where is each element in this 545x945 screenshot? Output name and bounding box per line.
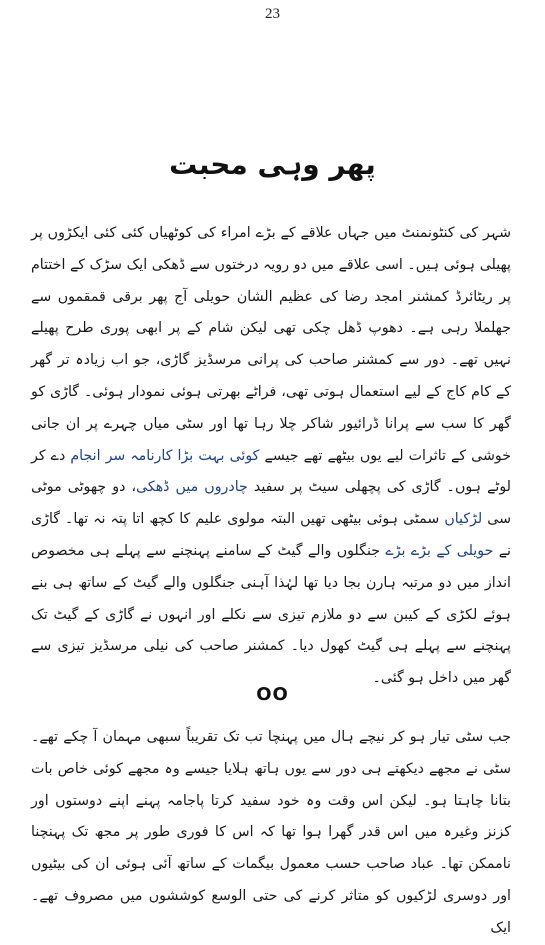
highlighted-phrase: چادروں میں ڈھکی [136, 479, 248, 496]
paragraph-2: جب سٹی تیار ہو کر نیچے ہال میں پہنچا تب تک تقریباً سبھی مہمان آ چکے تھے۔ سٹی نے مجھے دیکھتے ہی دور سے یوں ہاتھ ہلایا جیسے وہ مجھے کوئی خاص بات بتانا چاہتا ہو۔ لیکن اس وقت وہ خود سفید کرتا پاجامہ پہنے اپنے دوستوں اور کزنز وغیرہ میں اس قدر گھرا ہوا تھا کہ اس کا فوری طور پر مجھ تک پہنچنا ناممکن تھا۔ عباد صاحب حسب معمول بیگمات کے ساتھ آئی ہوئی ان کی بیٹیوں اور دوسری لڑکیوں کو متاثر کرنے کی حتی الوسع کوششوں میں مصروف تھے۔ ایک [31, 729, 511, 936]
highlighted-phrase: لڑکیاں [444, 511, 483, 528]
paragraph-1-text-c: ، دو چھوٹی موٹی سی [31, 479, 511, 528]
paragraph-1-text-d: سمٹی ہوئی بیٹھی تھیں البتہ مولوی علیم کا کچھ اتا پتہ نہ تھا۔ گاڑی نے [31, 511, 511, 559]
chapter-title: پھر وہی محبت [169, 148, 376, 181]
paragraph-1-text-b: دے کر لوٹے ہوں۔ گاڑی کی پچھلی سیٹ پر سفید [31, 447, 511, 496]
highlighted-phrase: حویلی کے بڑے بڑے [385, 542, 494, 559]
page-number: 23 [265, 6, 280, 22]
section-separator: OO [256, 684, 289, 705]
paragraph-1-text-a: شہر کی کنٹونمنٹ میں جہاں علاقے کے بڑے امراء کی کوٹھیاں کئی کئی ایکڑوں پر پھیلی ہوئی ہیں۔ اسی علاقے میں دو رویہ درختوں سے ڈھکی ایک سڑک کے اختتام پر ریٹائرڈ کمشنر امجد رضا کی عظیم الشان حویلی آج پھر برقی قمقموں سے جھلملا رہی ہے۔ دھوپ ڈھل چکی تھی لیکن شام کے پر ابھی پوری طرح پھیلے نہیں تھے۔ دور سے کمشنر صاحب کی پرانی مرسڈیز گاڑی، جو اب زیادہ تر گھر کے کام کاج کے لیے استعمال ہوتی تھی، فراٹے بھرتی ہوئی نمودار ہوئی۔ گاڑی کو گھر کا سب سے پرانا ڈرائیور شاکر چلا رہا تھا اور سٹی میاں چہرے پر ان جانی خوشی کے تاثرات لیے یوں بیٹھے تھے جیسے [31, 225, 511, 464]
highlighted-phrase: کوئی بہت بڑا کارنامہ سر انجام [70, 447, 260, 464]
paragraph-1-text-e: جنگلوں والے گیٹ کے سامنے پہنچنے سے پہلے ہی مخصوص انداز میں دو مرتبہ ہارن بجا دیا تھا لہٰذا آہنی جنگلوں والے گیٹ کے ساتھ ہی بنے ہوئے لکڑی کے کیبن سے دو ملازم تیزی سے نکلے اور انہوں نے گاڑی کے گیٹ تک پہنچنے سے پہلے ہی گیٹ کھول دیا۔ کمشنر صاحب کی نیلی مرسڈیز تیزی سے گھر میں داخل ہو گئی۔ [31, 542, 511, 687]
paragraph-1 [31, 218, 511, 695]
